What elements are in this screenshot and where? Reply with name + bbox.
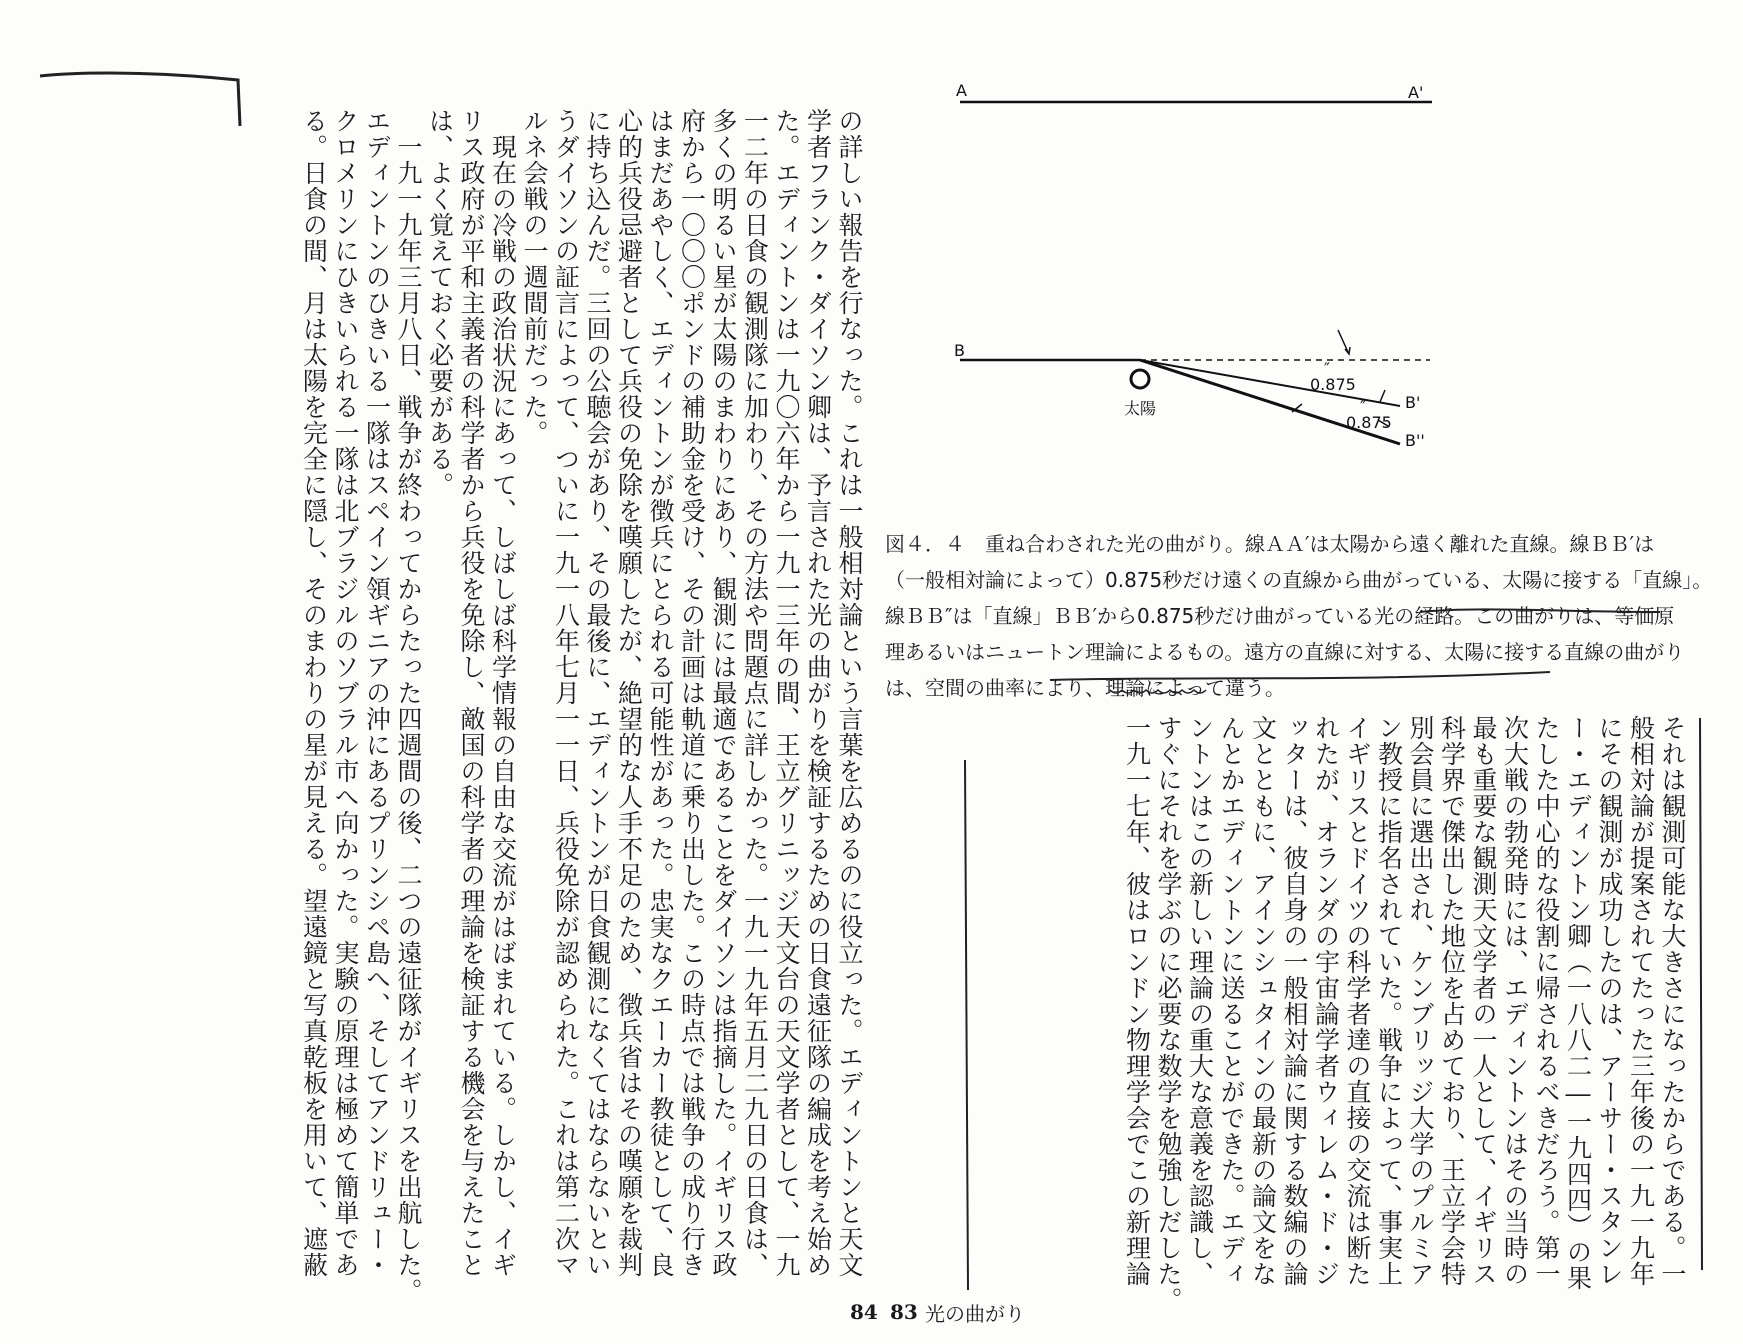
text-column: すぐにそれを学ぶのに必要な数学を勉強しだした。 xyxy=(1154,715,1183,1313)
text-column: ルネ会戦の一週間前だった。 xyxy=(520,108,549,446)
text-column: うダイソンの証言によって、ついに一九一八年七月一一日、兵役免除が認められた。これは第二次マ xyxy=(551,108,581,1278)
text-column: エディントンのひきいる一隊はスペイン領ギニアの沖にあるプリンシペ島へ、そしてアンドリュー・ xyxy=(362,108,392,1278)
text-column: 般相対論が提案されてたった三年後の一九一九年 xyxy=(1626,715,1656,1287)
text-column: 一九一七年、彼はロンドン物理学会でこの新理論 xyxy=(1122,715,1152,1287)
text-column: にその観測が成功したのは、アーサー・スタンレ xyxy=(1595,715,1624,1287)
left-page-body xyxy=(25,108,865,1338)
caption-line: 線ＢＢ″は「直線」ＢＢ′から0.875秒だけ曲がっている光の経路。この曲がりは、等価原 xyxy=(885,604,1675,628)
angle-label-1: 0.875 xyxy=(1310,375,1356,394)
running-title: 光の曲がり xyxy=(925,1302,1025,1326)
text-column: リス政府が平和主義者の科学者から兵役を免除し、敵国の科学者の理論を検証する機会を与えたこと xyxy=(457,108,486,1278)
text-column: れたが、オランダの宇宙論学者ウィレム・ド・ジ xyxy=(1311,715,1341,1287)
text-column: それは観測可能な大きさになったからである。一 xyxy=(1658,715,1687,1287)
text-column: クロメリンにひきいられる一隊は北ブラジルのソブラル市へ向かった。実験の原理は極めて簡単であ xyxy=(331,108,360,1278)
caption-line: （一般相対論によって）0.875秒だけ遠くの直線から曲がっている、太陽に接する「直線」。 xyxy=(885,568,1713,592)
text-column: ン教授に指名されていた。戦争によって、事実上 xyxy=(1374,715,1404,1287)
caption-line: 理あるいはニュートン理論によるもの。遠方の直線に対する、太陽に接する直線の曲がり xyxy=(885,640,1685,664)
arrow-icon xyxy=(1380,390,1385,402)
text-column: 次大戦の勃発時には、エディントンはその当時の xyxy=(1500,715,1530,1287)
text-column: ー・エディントン卿（一八八二―一九四四）の果 xyxy=(1563,715,1593,1291)
text-column: 多くの明るい星が太陽のまわりにあり、観測には最適であることをダイソンは指摘した。イギリス政 xyxy=(709,108,738,1278)
arrow-icon xyxy=(1338,330,1348,352)
caption-line: は、空間の曲率により、理論によって違う。 xyxy=(885,676,1285,700)
text-column: はまだあやしく、エディントンが徴兵にとられる可能性があった。忠実なクエーカー教徒として、良 xyxy=(646,108,675,1278)
label-sun: 太陽 xyxy=(1124,399,1157,418)
text-column: 一九一九年三月八日、戦争が終わってからたった四週間の後、二つの遠征隊がイギリスを出航した。 xyxy=(394,108,423,1304)
right-page-body xyxy=(878,715,1688,1335)
text-column: 別会員に選出され、ケンブリッジ大学のプルミア xyxy=(1406,715,1435,1287)
label-a: A xyxy=(956,81,967,100)
text-column: に持ち込んだ。三回の公聴会があり、その最後に、エディントンが日食観測になくてはならないとい xyxy=(583,108,612,1278)
text-column: んとかエディントンに送ることができた。エディ xyxy=(1217,715,1246,1287)
text-column: たした中心的な役割に帰されるべきだろう。第一 xyxy=(1532,715,1561,1287)
page-number-right: 83 xyxy=(890,1300,918,1324)
text-column: 一二年の日食の観測隊に加わり、その方法や問題点に詳しかった。一九一九年五月二九日の日食は、 xyxy=(740,108,770,1278)
text-column: 心的兵役忌避者として兵役の免除を嘆願したが、絶望的な人手不足のため、徴兵省はその嘆願を裁判 xyxy=(614,108,644,1278)
text-column: 学者フランク・ダイソン卿は、予言された光の曲がりを検証するための日食遠征隊の編成を考え始め xyxy=(803,108,833,1278)
light-bending-figure xyxy=(954,81,1440,470)
text-column: は、よく覚えておく必要がある。 xyxy=(425,108,455,498)
label-a-prime: A' xyxy=(1408,83,1424,102)
text-column: 科学界で傑出した地位を占めており、王立学会特 xyxy=(1437,715,1467,1287)
text-column: の詳しい報告を行なった。これは一般相対論という言葉を広めるのに役立った。エディントンと天文 xyxy=(835,108,864,1278)
annotation-margin-line xyxy=(1700,718,1702,1270)
text-column: 府から一〇〇〇ポンドの補助金を受け、その計画は軌道に乗り出した。この時点では戦争の成り行き xyxy=(677,108,707,1278)
sun-icon xyxy=(1131,370,1149,388)
label-b: B xyxy=(954,341,965,360)
label-b-double-prime: B'' xyxy=(1405,431,1425,450)
label-b-prime: B' xyxy=(1405,393,1421,412)
figure-caption xyxy=(885,526,1713,706)
text-column: イギリスとドイツの科学者達の直接の交流は断た xyxy=(1343,715,1372,1287)
angle-label-2: 0.875 xyxy=(1346,413,1392,432)
text-column: た。エディントンは一九〇六年から一九一三年の間、王立グリニッジ天文台の天文学者として、一九 xyxy=(772,108,801,1278)
angle-mark-2: ″ xyxy=(1360,397,1366,416)
caption-line: 図４．４ 重ね合わされた光の曲がり。線ＡＡ′は太陽から遠く離れた直線。線ＢＢ′は xyxy=(885,532,1655,556)
text-column: 文とともに、アインシュタインの最新の論文をな xyxy=(1248,715,1278,1287)
text-column: 最も重要な観測天文学者の一人として、イギリス xyxy=(1469,715,1498,1287)
text-column: 現在の冷戦の政治状況にあって、しばしば科学情報の自由な交流がはばまれている。しかし、イギ xyxy=(488,108,518,1278)
text-column: ッターは、彼自身の一般相対論に関する数編の論 xyxy=(1280,715,1309,1287)
page-number-left: 84 xyxy=(850,1300,878,1324)
angle-mark-1: ″ xyxy=(1324,359,1330,378)
text-column: ントンはこの新しい理論の重大な意義を認識し、 xyxy=(1185,715,1215,1287)
text-column: る。日食の間、月は太陽を完全に隠し、そのまわりの星が見える。望遠鏡と写真乾板を用いて、遮蔽 xyxy=(299,108,329,1278)
